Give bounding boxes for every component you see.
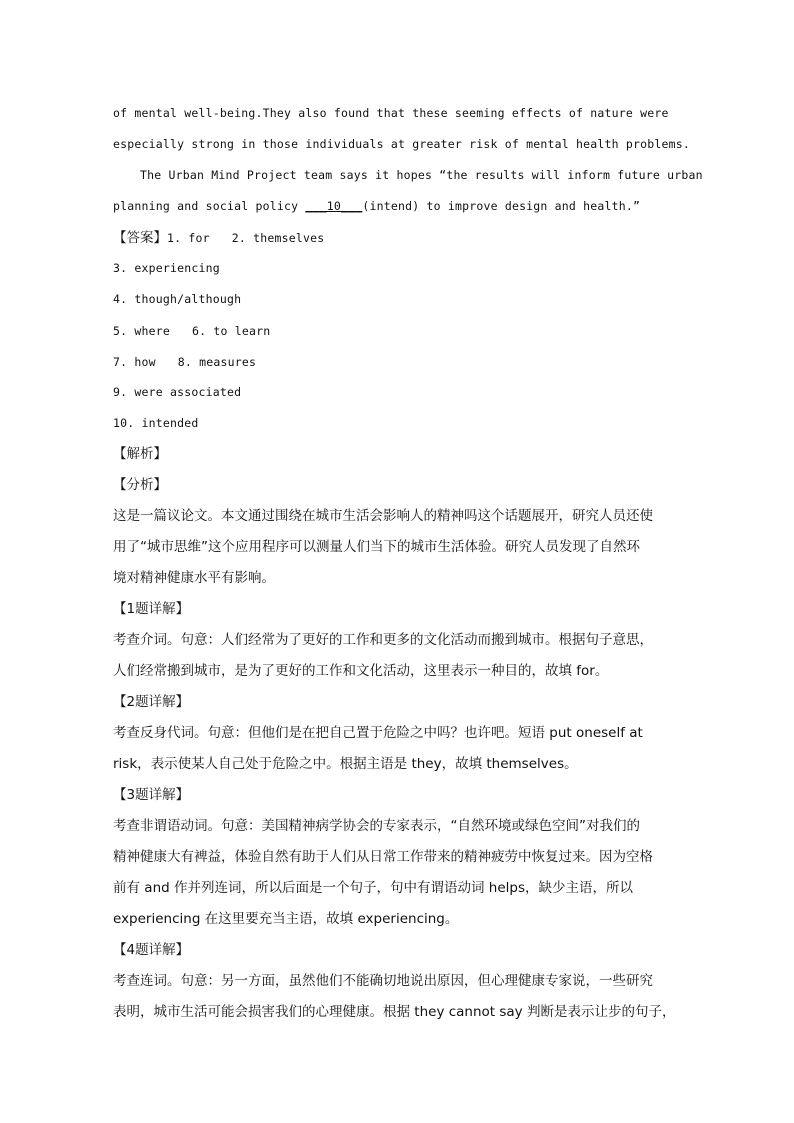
detail-heading: 【4题详解】 [113,942,190,958]
analysis-text: 用了“城市思维”这个应用程序可以测量人们当下的城市生活体验。研究人员发现了自然环 [113,539,640,555]
analysis-heading: 【解析】 [113,446,167,462]
detail-text: 考查非谓语动词。句意：美国精神病学协会的专家表示，“自然环境或绿色空间”对我们的 [113,818,640,834]
detail-text: 精神健康大有裨益，体验自然有助于人们从日常工作带来的精神疲劳中恢复过来。因为空格 [113,849,653,865]
detail-text: 考查连词。句意：另一方面，虽然他们不能确切地说出原因，但心理健康专家说，一些研究 [113,973,653,989]
document-page [113,98,703,1028]
analysis-subheading: 【分析】 [113,477,167,493]
detail-heading: 【1题详解】 [113,601,190,617]
detail-text: 考查介词。句意：人们经常为了更好的工作和更多的文化活动而搬到城市。根据句子意思， [113,632,653,648]
answer-item: 3. experiencing [113,261,220,275]
answer-item: 9. were associated [113,385,242,399]
answer-item: 2. themselves [231,231,325,245]
answer-row [113,315,685,346]
answer-heading: 【答案】 [113,230,167,246]
detail-text: experiencing 在这里要充当主语，故填 experiencing。 [113,911,459,927]
detail-text: 表明，城市生活可能会损害我们的心理健康。根据 they cannot say 判断是表示让步的句子， [113,1004,676,1020]
analysis-text: 这是一篇议论文。本文通过围绕在城市生活会影响人的精神吗这个话题展开，研究人员还使 [113,508,653,524]
answer-item: 7. how [113,355,156,369]
passage-text: (intend) to improve design and health.” [362,199,641,213]
answer-item: 8. measures [177,355,257,369]
passage-text: planning and social policy [113,199,306,213]
answer-item: 6. to learn [192,324,271,338]
passage-line: of mental well-being.They also found that these seeming effects of nature were [113,106,669,120]
detail-text: 考查反身代词。句意：但他们是在把自己置于危险之中吗？也许吧。短语 put oneself at [113,725,643,741]
answer-row [113,222,685,253]
detail-text: risk，表示使某人自己处于危险之中。根据主语是 they，故填 themselves。 [113,756,578,772]
analysis-text: 境对精神健康水平有影响。 [113,570,275,586]
passage-line: The Urban Mind Project team says it hopes “the results will inform future urban [140,168,703,182]
answer-row [113,346,685,377]
passage-line: especially strong in those individuals at greater risk of mental health problems. [113,137,691,151]
detail-heading: 【3题详解】 [113,787,190,803]
detail-text: 人们经常搬到城市，是为了更好的工作和文化活动，这里表示一种目的，故填 for。 [113,663,609,679]
answer-item: 10. intended [113,416,199,430]
detail-heading: 【2题详解】 [113,694,190,710]
answer-item: 4. though/although [113,292,242,306]
detail-text: 前有 and 作并列连词，所以后面是一个句子，句中有谓语动词 helps，缺少主语，所以 [113,880,633,896]
question-blank: ___10___ [305,199,363,213]
answer-item: 5. where [113,324,170,338]
passage-line [113,191,685,222]
answer-item: 1. for [167,231,210,245]
